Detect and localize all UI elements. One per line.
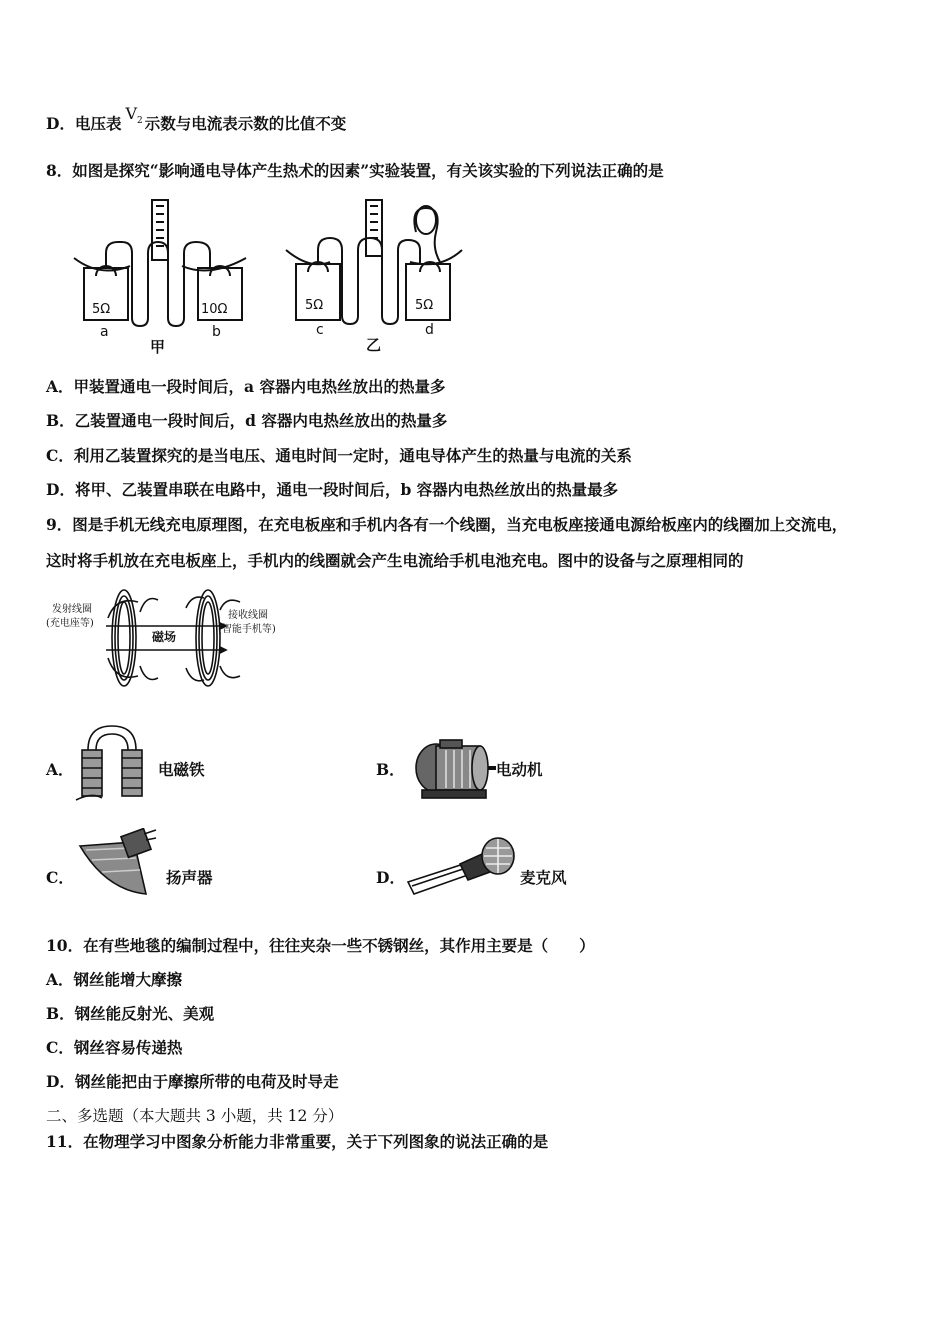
jia-r2-label: 10Ω xyxy=(201,302,228,317)
q7-option-d-suffix: 示数与电流表示数的比值不变 xyxy=(144,114,347,133)
transmit-coil-label: 发射线圈 xyxy=(52,604,92,615)
smartphone-label: (智能手机等) xyxy=(218,624,276,635)
q7-option-d-prefix: D．电压表 xyxy=(46,114,122,133)
voltmeter-v2-symbol: $V_2$ xyxy=(125,104,143,127)
q10-option-b: B．钢丝能反射光、美观 xyxy=(46,1004,215,1023)
charging-base-label: (充电座等) xyxy=(46,618,94,629)
q9-stem-line1: 9．图是手机无线充电原理图，在充电板座和手机内各有一个线圈，当充电板座接通电源给板座内的线圈加上交流电， xyxy=(46,515,848,534)
q8-option-c: C．利用乙装置探究的是当电压、通电时间一定时，通电导体产生的热量与电流的关系 xyxy=(46,446,632,465)
q9-option-a-name: 电磁铁 xyxy=(158,760,205,779)
loudspeaker-icon xyxy=(76,828,158,898)
q7-option-d xyxy=(46,104,347,141)
q9-option-a-letter: A． xyxy=(46,760,74,779)
q8-option-b: B．乙装置通电一段时间后，d 容器内电热丝放出的热量多 xyxy=(46,411,448,430)
q9-option-d-letter: D． xyxy=(376,868,405,887)
yi-name-label: 乙 xyxy=(366,336,382,354)
electric-motor-icon xyxy=(406,738,496,800)
q9-option-b-name: 电动机 xyxy=(496,760,543,779)
jia-name-label: 甲 xyxy=(150,338,166,356)
electromagnet-icon xyxy=(72,722,154,804)
jia-r1-label: 5Ω xyxy=(92,302,111,317)
q11-stem: 11．在物理学习中图象分析能力非常重要，关于下列图象的说法正确的是 xyxy=(46,1132,549,1151)
q9-option-c-letter: C． xyxy=(46,868,74,887)
yi-c1-label: c xyxy=(316,322,324,338)
q10-option-d: D．钢丝能把由于摩擦所带的电荷及时导走 xyxy=(46,1072,339,1091)
yi-r1-label: 5Ω xyxy=(305,298,324,313)
q9-stem-line2: 这时将手机放在充电板座上，手机内的线圈就会产生电流给手机电池充电。图中的设备与之原理相同的 xyxy=(46,551,744,570)
q10-option-c: C．钢丝容易传递热 xyxy=(46,1038,183,1057)
q8-option-d: D．将甲、乙装置串联在电路中，通电一段时间后，b 容器内电热丝放出的热量最多 xyxy=(46,480,619,499)
q9-option-b-letter: B． xyxy=(376,760,405,779)
yi-c2-label: d xyxy=(425,322,434,338)
receive-coil-label: 接收线圈 xyxy=(228,610,268,621)
q8-option-a: A．甲装置通电一段时间后，a 容器内电热丝放出的热量多 xyxy=(46,377,446,396)
q8-figure xyxy=(70,198,480,358)
q10-option-a: A．钢丝能增大摩擦 xyxy=(46,970,183,989)
jia-c2-label: b xyxy=(212,324,221,340)
yi-r2-label: 5Ω xyxy=(415,298,434,313)
jia-c1-label: a xyxy=(100,324,109,340)
joule-heating-apparatus-diagram xyxy=(70,198,480,358)
q10-stem: 10．在有些地毯的编制过程中，往往夹杂一些不锈钢丝，其作用主要是（ ） xyxy=(46,936,595,955)
q9-wireless-charging-figure xyxy=(46,588,291,693)
microphone-icon xyxy=(404,836,520,898)
q8-stem: 8．如图是探究“影响通电导体产生热术的因素”实验装置，有关该实验的下列说法正确的是 xyxy=(46,161,664,180)
q9-option-c-name: 扬声器 xyxy=(166,868,213,887)
q9-option-d-name: 麦克风 xyxy=(520,868,567,887)
section-heading: 二、多选题（本大题共 3 小题，共 12 分） xyxy=(46,1107,344,1125)
magnetic-field-label: 磁场 xyxy=(152,630,177,644)
